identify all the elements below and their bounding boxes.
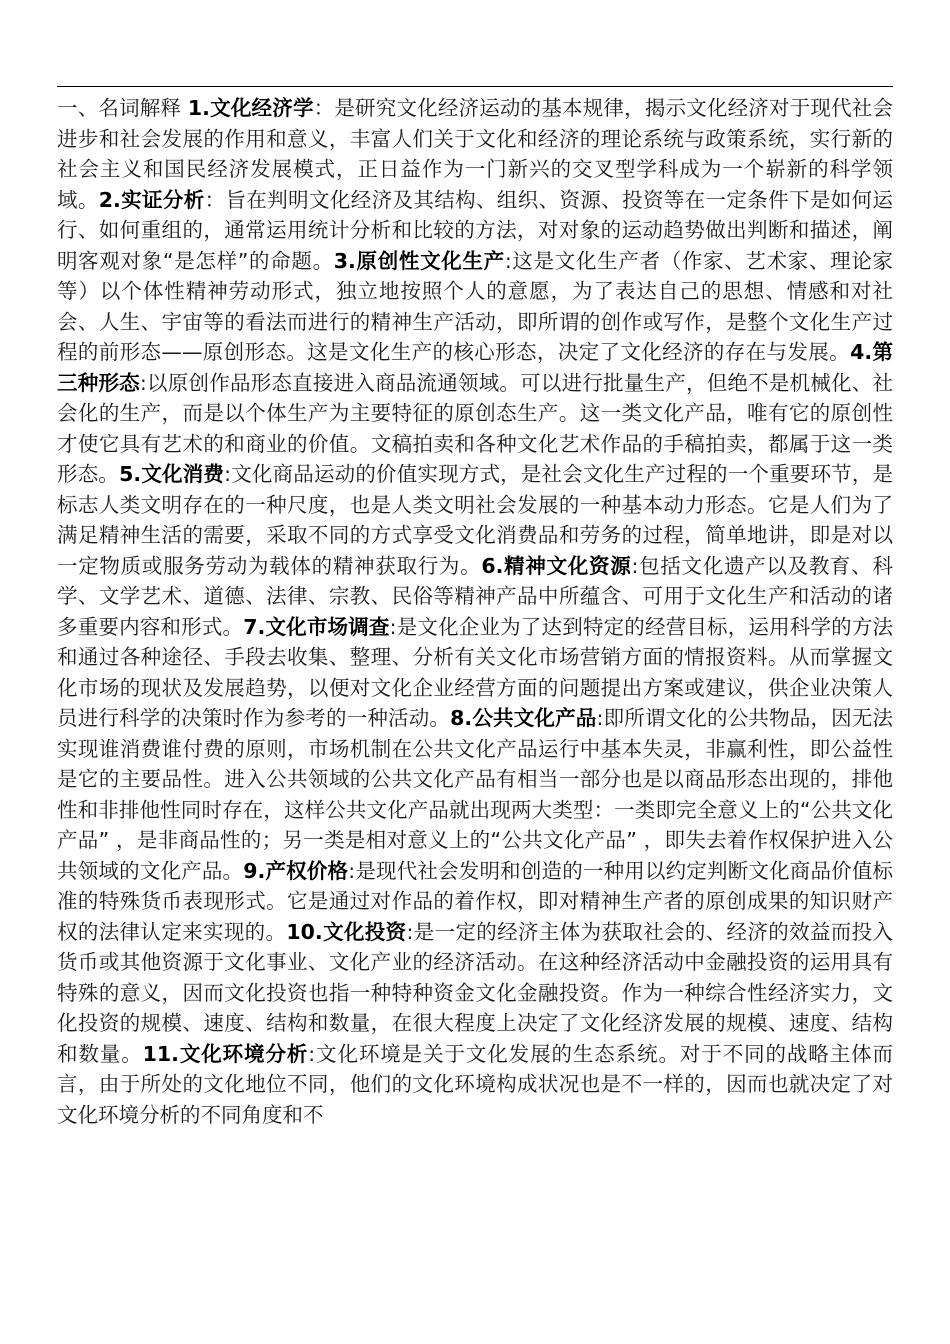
entry-term: 文化经济学 xyxy=(209,96,314,120)
entry-number: 3. xyxy=(333,248,356,273)
entry-definition: :包括文化遗产以及教育、科学、文学艺术、道德、法律、宗教、民俗等精神产品中所蕴含、可用于文化生产和活动的诸多重要内容和形式。 xyxy=(57,553,893,639)
entry-definition: :文化商品运动的价值实现方式，是社会文化生产过程的一个重要环节，是标志人类文明存在的一种尺度，也是人类文明社会发展的一种基本动力形态。它是人们为了满足精神生活的需要，采取不同的方式享受文化消费品和劳务的过程，简单地讲，即是对以一定物质或服务劳动为载体的精神获取行为。 xyxy=(57,462,894,578)
entry-number: 2. xyxy=(98,187,121,212)
entry-number: 4. xyxy=(850,340,873,364)
entry-definition: :是现代社会发明和创造的一种用以约定判断文化商品价值标准的特殊货币表现形式。它是通过对作品的着作权，即对精神生产者的原创成果的知识财产权的法律认定来实现的。 xyxy=(57,858,894,944)
section-heading: 一、名词解释 xyxy=(57,96,182,120)
entry-number: 5. xyxy=(119,462,142,486)
entry-definition: :即所谓文化的公共物品，因无法实现谁消费谁付费的原则，市场机制在公共文化产品运行中基本失灵，非赢利性，即公益性是它的主要品性。进入公共领域的公共文化产品有相当一部分也是以商品形态出现的，排他性和非排他性同时存在，这样公共文化产品就出现两大类型：一类即完全意义上的“公共文化产品” ，是非商品性的；另一类是相对意义上的“公共文化产品” ，即失去着作权保护进入公共领域的文化产品。 xyxy=(57,706,894,883)
entry-number: 10. xyxy=(286,919,323,944)
entry-definition: :是文化企业为了达到特定的经营目标，运用科学的方法和通过各种途径、手段去收集、整理、分析有关文化市场营销方面的情报资料。从而掌握文化市场的现状及发展趋势，以便对文化企业经营方面的问题提出方案或建议，供企业决策人员进行科学的决策时作为参考的一种活动。 xyxy=(57,614,894,730)
entry-term: 第三种形态 xyxy=(57,340,894,395)
entry-term: 精神文化资源 xyxy=(503,553,632,578)
entry-number: 9. xyxy=(243,858,266,883)
entry-definition: :是一定的经济主体为获取社会的、经济的效益而投入货币或其他资源于文化事业、文化产业的经济活动。在这种经济活动中金融投资的运用具有特殊的意义，因而文化投资也指一种特种资金文化金融投资。作为一种综合性经济实力，文化投资的规模、速度、结构和数量，在很大程度上决定了文化经济发展的规模、速度、结构和数量。 xyxy=(57,919,894,1066)
entry-term: 文化环境分析 xyxy=(178,1041,309,1066)
entry-term: 文化投资 xyxy=(322,919,407,944)
entry-definition: :以原创作品形态直接进入商品流通领域。可以进行批量生产，但绝不是机械化、社会化的生产，而是以个体生产为主要特征的原创态生产。这一类文化产品，唯有它的原创性才使它具有艺术的和商业的价值。文稿拍卖和各种文化艺术作品的手稿拍卖，都属于这一类形态。 xyxy=(57,370,894,486)
entry-definition: :文化环境是关于文化发展的生态系统。对于不同的战略主体而言，由于所处的文化地位不同，他们的文化环境构成状况也是不一样的，因而也就决定了对文化环境分析的不同角度和不 xyxy=(57,1041,894,1127)
entry-term: 文化消费 xyxy=(141,462,225,486)
entry-number: 7. xyxy=(243,614,266,639)
entry-number: 8. xyxy=(450,706,473,730)
entry-definition: :这是文化生产者（作家、艺术家、理论家等）以个体性精神劳动形式，独立地按照个人的意愿，为了表达自己的思想、情感和对社会、人生、宇宙等的看法而进行的精神生产活动，即所谓的创作或写作，是整个文化生产过程的前形态——原创形态。这是文化生产的核心形态，决定了文化经济的存在与发展。 xyxy=(57,248,894,364)
entry-8 xyxy=(57,706,893,883)
entry-definition: ：旨在判明文化经济及其结构、组织、资源、投资等在一定条件下是如何运行、如何重组的，通常运用统计分析和比较的方法，对对象的运动趋势做出判断和描述，阐明客观对象“是怎样”的命题。 xyxy=(57,187,894,273)
entry-definition: ：是研究文化经济运动的基本规律，揭示文化经济对于现代社会进步和社会发展的作用和意义，丰富人们关于文化和经济的理论系统与政策系统，实行新的社会主义和国民经济发展模式，正日益作为一门新兴的交叉型学科成为一个崭新的科学领域。 xyxy=(57,96,893,212)
header-rule xyxy=(57,86,893,87)
entry-term: 实证分析 xyxy=(120,187,205,212)
entry-term: 公共文化产品 xyxy=(472,706,597,730)
entry-number: 11. xyxy=(142,1041,179,1066)
glossary-paragraph xyxy=(57,93,893,1130)
entry-number: 6. xyxy=(481,553,504,578)
entry-term: 原创性文化生产 xyxy=(355,248,505,273)
entry-number: 1. xyxy=(187,96,210,120)
entry-11 xyxy=(57,1042,893,1127)
entry-term: 产权价格 xyxy=(265,858,349,883)
entry-term: 文化市场调查 xyxy=(265,614,390,639)
